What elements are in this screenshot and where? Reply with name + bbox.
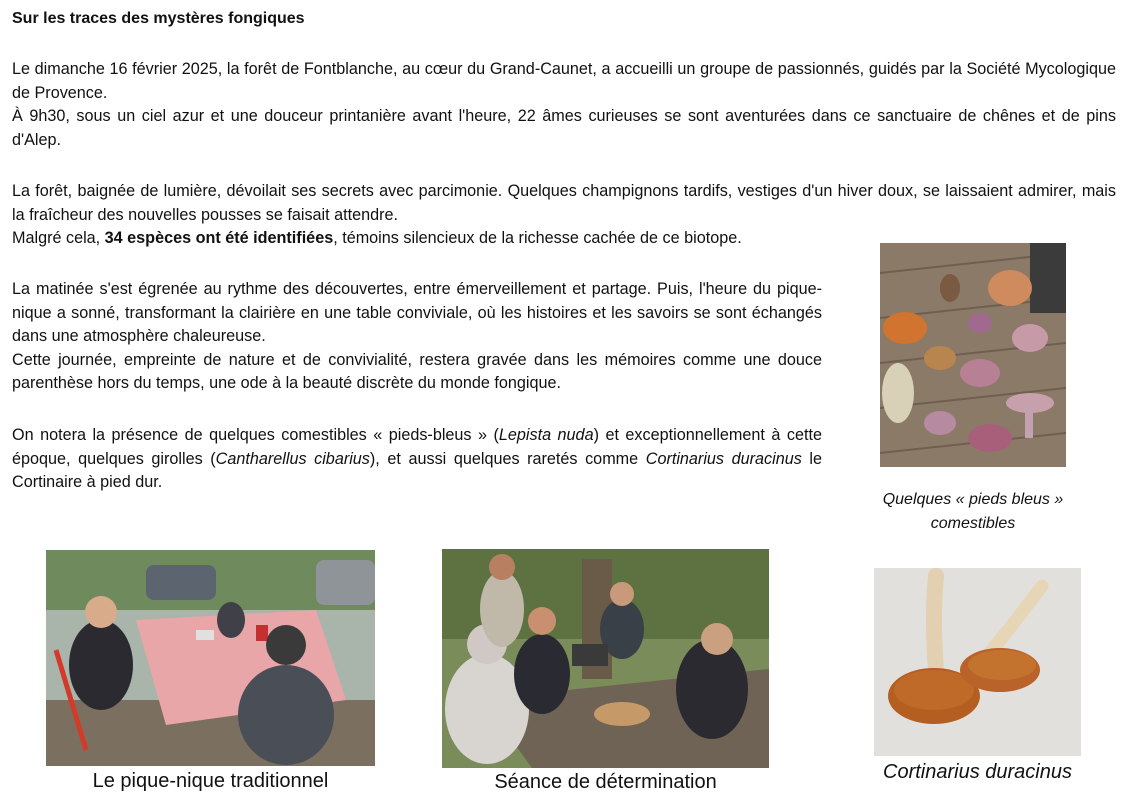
intro-text-2: À 9h30, sous un ciel azur et une douceur printanière avant l'heure, 22 âmes curieuses se sont aventurées dans ce sanctuaire de chênes et de pins d'Alep. <box>12 107 1116 149</box>
species-count-highlight: 34 espèces ont été identifiées <box>104 229 334 247</box>
pieds-bleus-caption <box>866 488 1080 536</box>
pieds-bleus-caption-2: comestibles <box>930 515 1016 532</box>
article-title: Sur les traces des mystères fongiques <box>12 10 305 27</box>
notable-text-c: ) et exceptionnellement à cette époque, quelques girolles ( <box>12 426 822 468</box>
cantharellus-name: Cantharellus cibarius <box>215 449 370 468</box>
seance-photo <box>442 549 769 768</box>
forest-text-2c: , témoins silencieux de la richesse cachée de ce biotope. <box>333 229 742 247</box>
lepista-name: Lepista nuda <box>498 426 594 444</box>
picnic-photo <box>46 550 375 766</box>
forest-text-2a: Malgré cela, <box>12 229 105 247</box>
morning-text-1: La matinée s'est égrenée au rythme des découvertes, entre émerveillement et partage. Puis, l'heure du pique-nique a sonné, transformant la clairière en une table conviviale, où les histoires et les savoirs se sont échangés dans une atmosphère chaleureuse. <box>12 280 822 345</box>
forest-text-1: La forêt, baignée de lumière, dévoilait ses secrets avec parcimonie. Quelques champignons tardifs, vestiges d'un hiver doux, se laissaient admirer, mais la fraîcheur des nouvelles pousses se faisait attendre. <box>12 182 1116 224</box>
intro-text-1: Le dimanche 16 février 2025, la forêt de Fontblanche, au cœur du Grand-Caunet, a accueilli un groupe de passionnés, guidés par la Société Mycologique de Provence. <box>12 60 1116 102</box>
paragraph-intro-1 <box>12 58 1116 152</box>
cortinarius-caption: Cortinarius duracinus <box>883 761 1072 783</box>
paragraph-forest <box>12 180 1116 251</box>
notable-text-g: le Cortinaire à pied dur. <box>12 449 822 491</box>
morning-text-2: Cette journée, empreinte de nature et de convivialité, restera gravée dans les mémoires comme une douce parenthèse hors du temps, une ode à la beauté discrète du monde fongique. <box>12 350 822 392</box>
cortinarius-name: Cortinarius duracinus <box>645 449 802 468</box>
notable-text-e: ), et aussi quelques raretés comme <box>369 449 646 468</box>
pieds-bleus-photo <box>880 243 1066 467</box>
notable-text-a: On notera la présence de quelques comestibles « pieds-bleus » ( <box>12 426 499 444</box>
seance-caption: Séance de détermination <box>494 771 717 793</box>
pieds-bleus-caption-1: Quelques « pieds bleus » <box>882 491 1064 508</box>
cortinarius-photo <box>874 568 1081 756</box>
paragraph-notable-species <box>12 424 822 495</box>
picnic-caption: Le pique-nique traditionnel <box>92 770 329 792</box>
paragraph-morning <box>12 278 822 396</box>
